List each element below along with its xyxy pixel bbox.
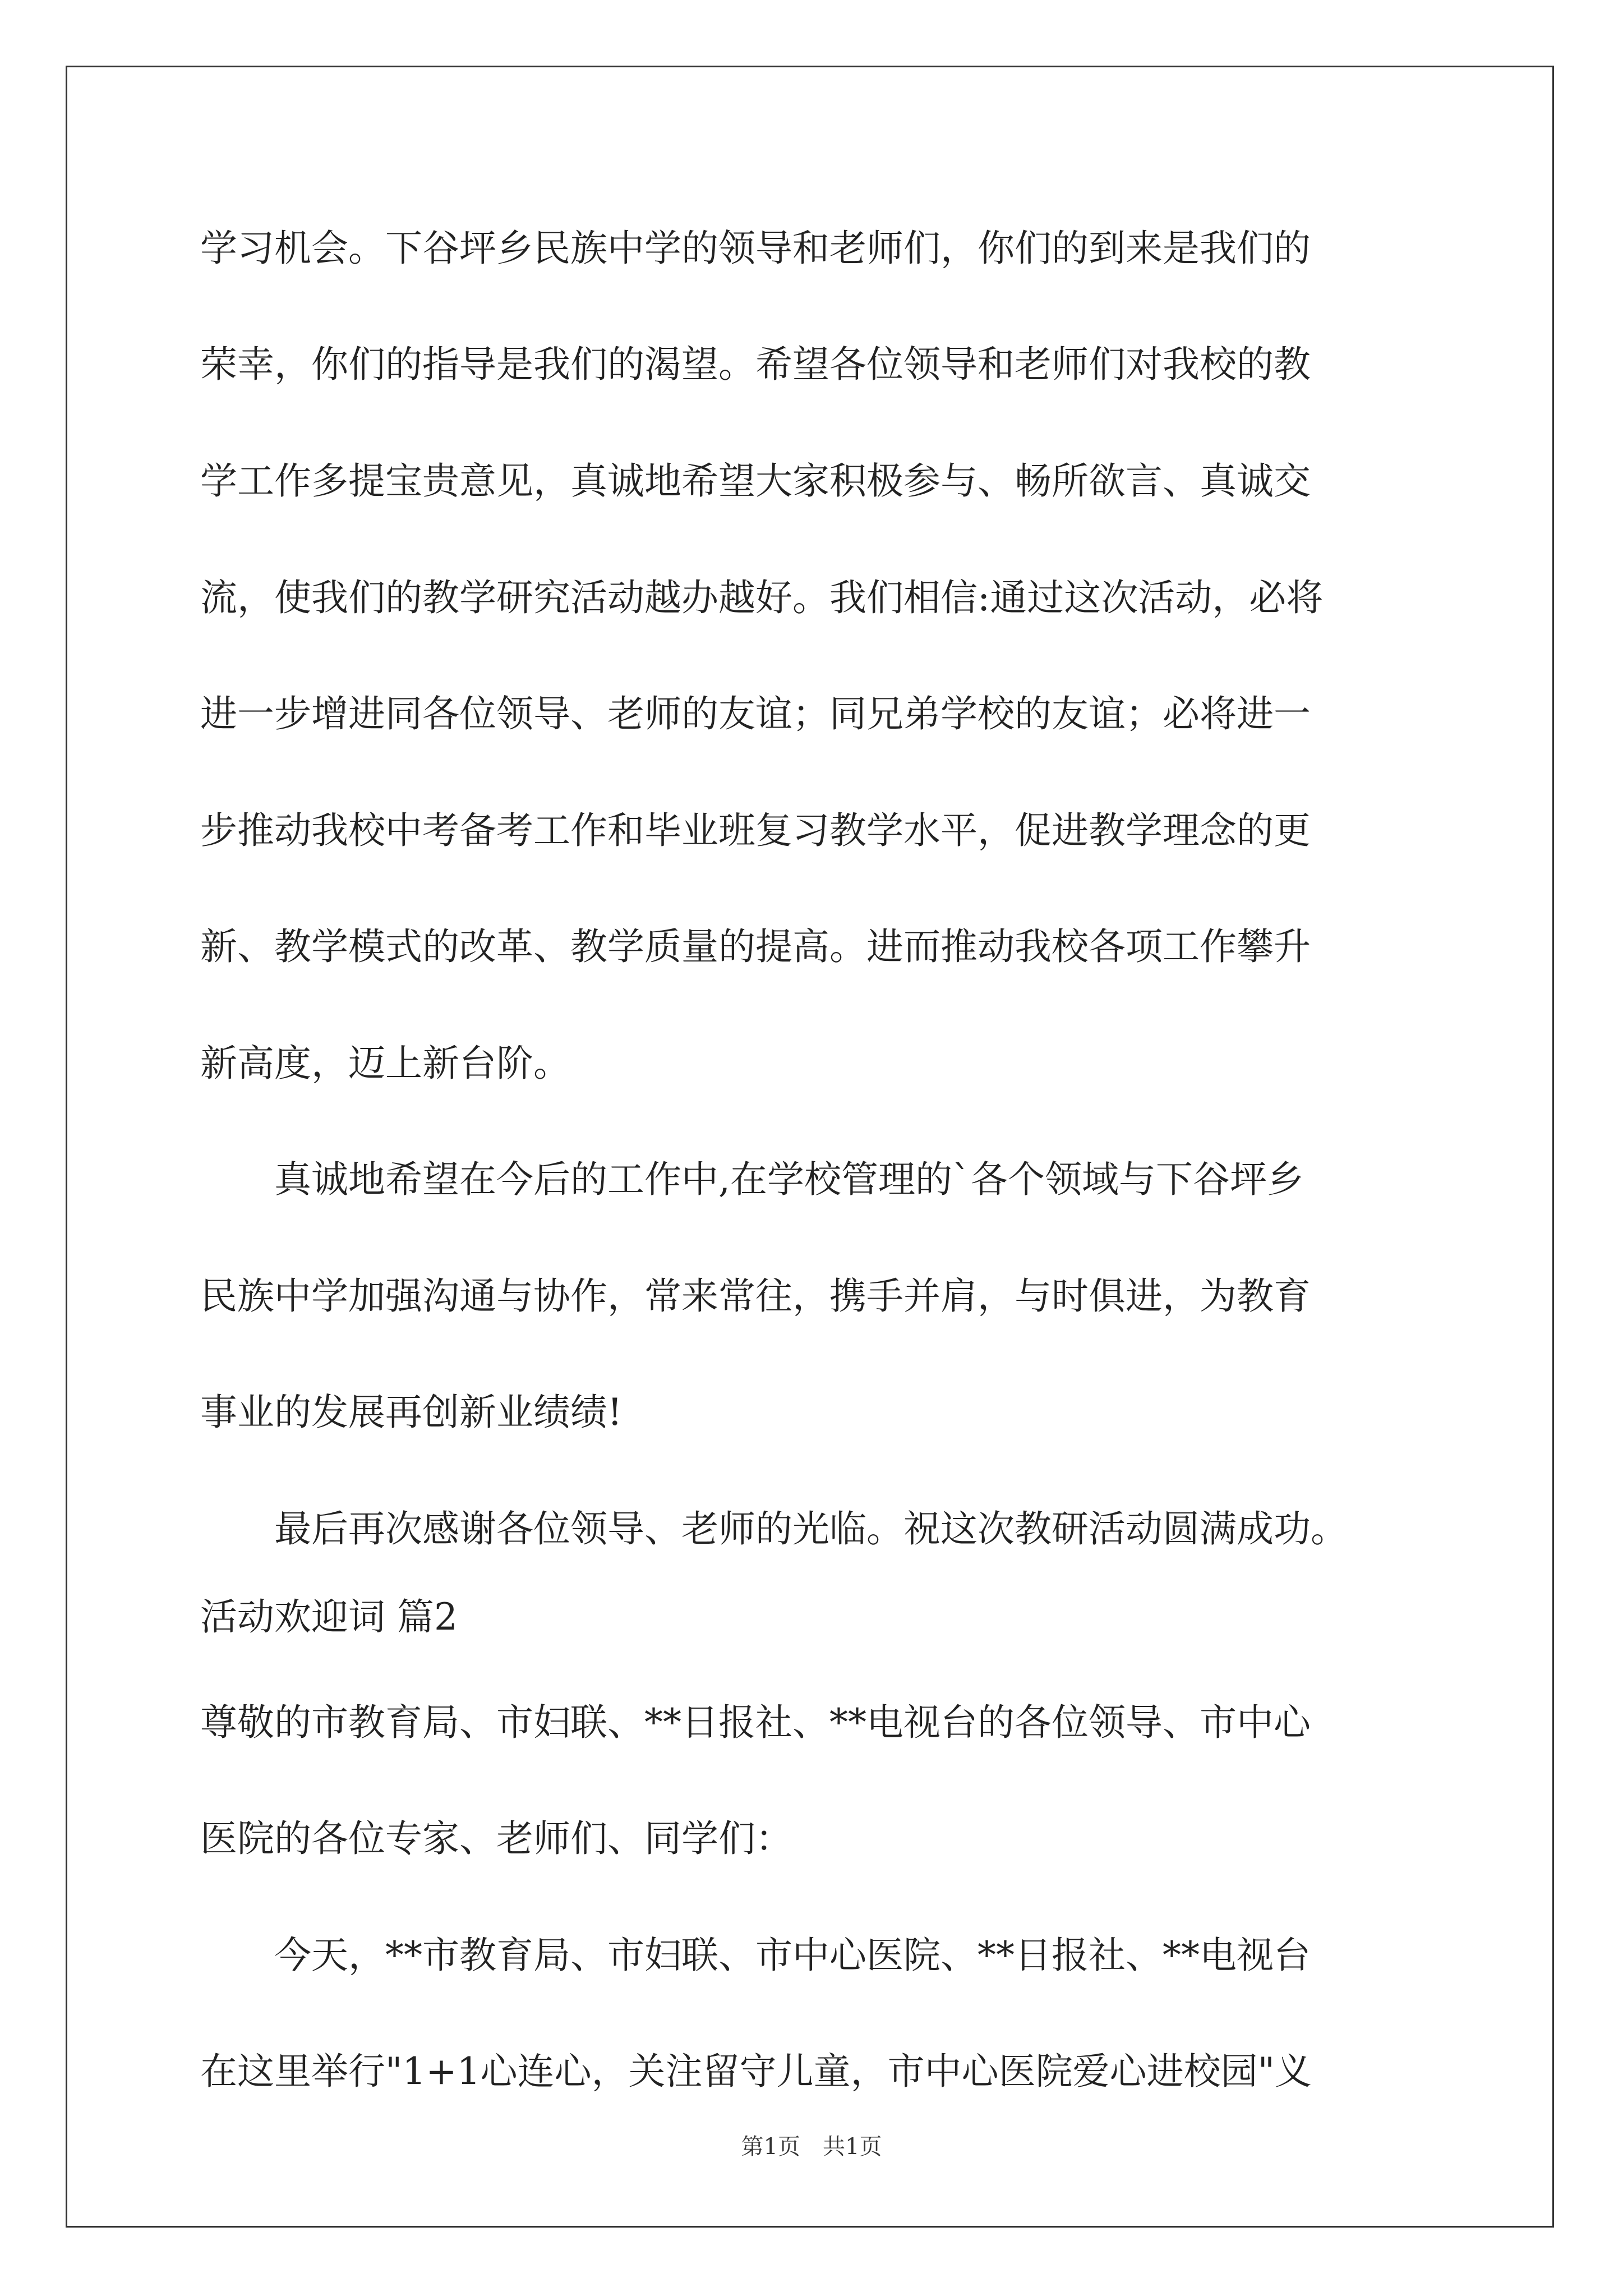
text-line: 流，使我们的教学研究活动越办越好。我们相信:通过这次活动，必将 xyxy=(200,576,1324,619)
text-line: 事业的发展再创新业绩绩! xyxy=(200,1391,623,1434)
text-line: 步推动我校中考备考工作和毕业班复习教学水平，促进教学理念的更 xyxy=(200,809,1311,852)
page-footer: 第1页 共1页 xyxy=(741,2134,882,2160)
text-line: 民族中学加强沟通与协作，常来常往，携手并肩，与时俱进，为教育 xyxy=(200,1274,1311,1318)
paragraph-start-line: 真诚地希望在今后的工作中,在学校管理的`各个领域与下谷坪乡 xyxy=(200,1158,1304,1201)
text-line: 学习机会。下谷坪乡民族中学的领导和老师们，你们的到来是我们的 xyxy=(200,227,1311,270)
salutation-line: 尊敬的市教育局、市妇联、**日报社、**电视台的各位领导、市中心 xyxy=(200,1701,1311,1744)
text-line: 学工作多提宝贵意见，真诚地希望大家积极参与、畅所欲言、真诚交 xyxy=(200,459,1311,503)
text-line: 新高度，迈上新台阶。 xyxy=(200,1042,570,1085)
text-line: 新、教学模式的改革、教学质量的提高。进而推动我校各项工作攀升 xyxy=(200,925,1311,968)
paragraph-start-line: 今天，**市教育局、市妇联、市中心医院、**日报社、**电视台 xyxy=(200,1934,1311,1977)
salutation-line: 医院的各位专家、老师们、同学们： xyxy=(200,1817,792,1860)
text-line: 在这里举行"1+1心连心，关注留守儿童，市中心医院爱心进校园"义 xyxy=(200,2050,1312,2093)
page-border xyxy=(66,66,1554,2228)
paragraph-start-line: 最后再次感谢各位领导、老师的光临。祝这次教研活动圆满成功。 xyxy=(200,1507,1348,1550)
text-line: 荣幸，你们的指导是我们的渴望。希望各位领导和老师们对我校的教 xyxy=(200,343,1311,386)
text-line: 进一步增进同各位领导、老师的友谊；同兄弟学校的友谊；必将进一 xyxy=(200,692,1311,735)
section-heading: 活动欢迎词 篇2 xyxy=(200,1595,458,1639)
